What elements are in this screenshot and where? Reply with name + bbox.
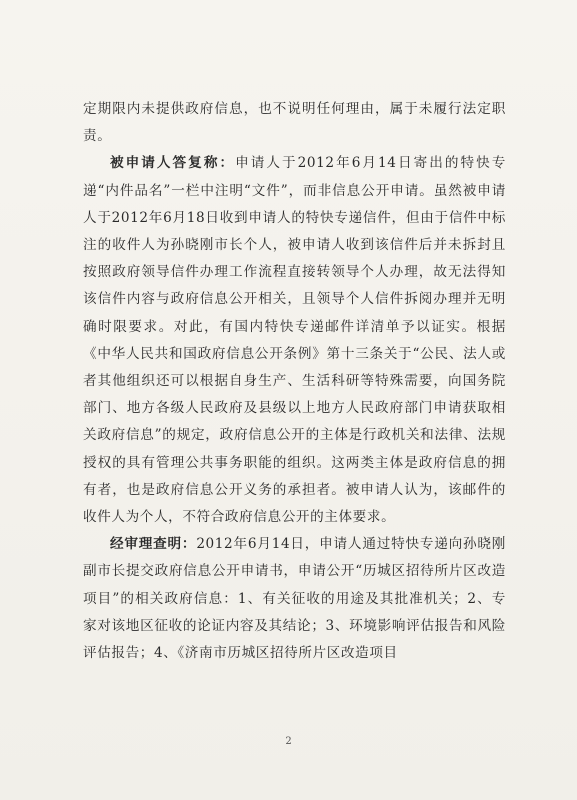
findings-text: 2012年6月14日，申请人通过特快专递向孙晓刚副市长提交政府信息公开申请书，申请公开“历城区招待所片区改造项目”的相关政府信息：1、有关征收的用途及其批准机关；2、专家对该地区征收的论证内容及其结论；3、环境影响评估报告和风险评估报告；4、《济南市历城区招待所片区改造项目	[83, 536, 506, 662]
respondent-reply-heading: 被申请人答复称：	[110, 155, 236, 172]
paragraph-findings	[83, 531, 506, 667]
respondent-reply-text: 申请人于2012年6月14日寄出的特快专递“内件品名”一栏中注明“文件”，而非信息公开申请。虽然被申请人于2012年6月18日收到申请人的特快专递信件，但由于信件中标注的收件人为孙晓刚市长个人，被申请人收到该信件后并未拆封且按照政府领导信件办理工作流程直接转领导个人办理，故无法得知该信件内容与政府信息公开相关，且领导个人信件拆阅办理并无明确时限要求。对此，有国内特快专递邮件详清单予以证实。根据《中华人民共和国政府信息公开条例》第十三条关于“公民、法人或者其他组织还可以根据自身生产、生活科研等特殊需要，向国务院部门、地方各级人民政府及县级以上地方人民政府部门申请获取相关政府信息”的规定，政府信息公开的主体是行政机关和法律、法规授权的具有管理公共事务职能的组织。这两类主体是政府信息的拥有者，也是政府信息公开义务的承担者。被申请人认为，该邮件的收件人为个人，不符合政府信息公开的主体要求。	[83, 155, 506, 526]
findings-heading: 经审理查明：	[110, 536, 197, 553]
document-body	[83, 96, 506, 667]
paragraph-respondent-reply	[83, 150, 506, 531]
paragraph-continuation: 定期限内未提供政府信息，也不说明任何理由，属于未履行法定职责。	[83, 101, 506, 145]
page-number: 2	[285, 736, 292, 747]
